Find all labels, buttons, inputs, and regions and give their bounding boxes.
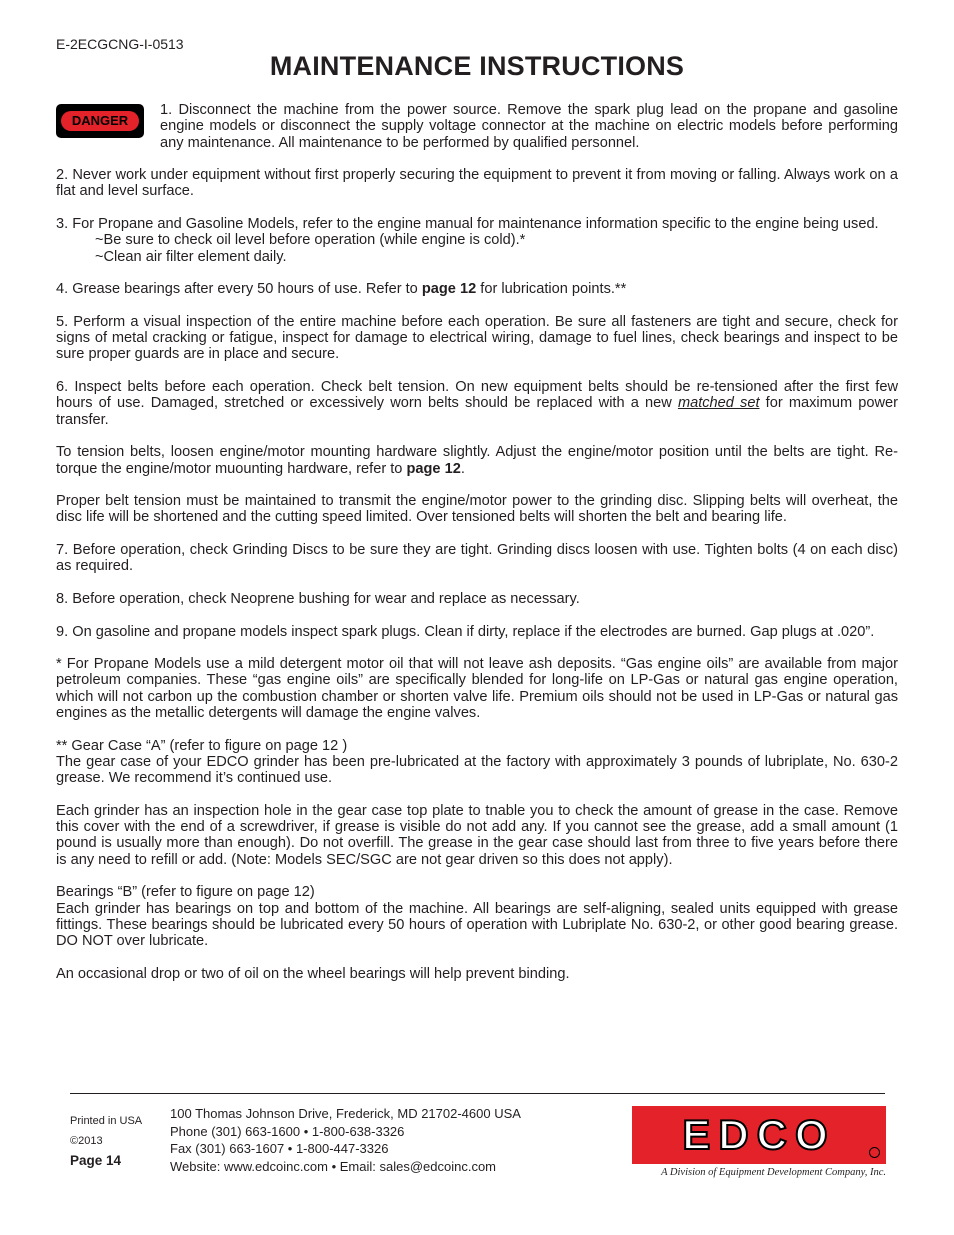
inspection-hole-paragraph: Each grinder has an inspection hole in the gear case top plate to tnable you to check the amount of grease in the case. Remove this cover with the end of a screwdriver, if grease is visible do not add any. If you cannot see the grease, add a small amount (1 pound is usually more than enough). Do not overfill. The grease in the gear case should last from three to five years before there is any need to refill or add. (Note: Models SEC/SGC are not gear driven so this does not apply). bbox=[56, 802, 898, 868]
belt-tension-paragraph bbox=[56, 444, 898, 477]
gear-case-heading: ** Gear Case “A” (refer to figure on page 12 ) bbox=[56, 737, 348, 754]
page-reference: page 12 bbox=[406, 460, 461, 477]
instruction-1: 1. Disconnect the machine from the power source. Remove the spark plug lead on the propane and gasoline engine models or disconnect the supply voltage connector at the machine on electric models before performing any maintenance. All maintenance to be performed by qualified personnel. bbox=[160, 102, 898, 151]
page-title: MAINTENANCE INSTRUCTIONS bbox=[269, 51, 685, 81]
document-code: E-2ECGCNG-I-0513 bbox=[56, 36, 184, 52]
instruction-4 bbox=[56, 281, 898, 297]
belt-tension-text-c: . bbox=[460, 460, 465, 477]
gear-case-text: The gear case of your EDCO grinder has been pre-lubricated at the factory with approximately 3 pounds of lubriplate, No. 630-2 grease. We recommend it’s continued use. bbox=[56, 753, 898, 787]
instruction-3-subitems bbox=[56, 232, 898, 265]
bearings-heading: Bearings “B” (refer to figure on page 12) bbox=[56, 884, 315, 901]
instruction-6 bbox=[56, 379, 898, 428]
instruction-4-text-c: for lubrication points.** bbox=[476, 281, 627, 298]
website-email: Website: www.edcoinc.com • Email: sales@edcoinc.com bbox=[170, 1158, 497, 1174]
belt-tension-text-a: To tension belts, loosen engine/motor mounting hardware slightly. Adjust the engine/motor position until the belts are tight. Re-torque the engine/motor muounting hardware, refer to bbox=[56, 444, 898, 477]
subitem-oil-level: ~Be sure to check oil level before operation (while engine is cold).* bbox=[95, 232, 526, 249]
page-number: Page 14 bbox=[70, 1153, 122, 1168]
instruction-6-text-a: 6. Inspect belts before each operation. Check belt tension. On new equipment belts should be re-tensioned after the first few hours of use. Damaged, stretched or excessively worn belts should be replaced with a new bbox=[56, 379, 898, 412]
phone: Phone (301) 663-1600 • 1-800-638-3326 bbox=[170, 1123, 405, 1139]
instructions-body bbox=[56, 102, 898, 998]
instruction-8: 8. Before operation, check Neoprene bushing for wear and replace as necessary. bbox=[56, 590, 580, 607]
instruction-3: 3. For Propane and Gasoline Models, refer to the engine manual for maintenance information specific to the engine being used. bbox=[56, 216, 879, 233]
instruction-2: 2. Never work under equipment without first properly securing the equipment to prevent it from moving or falling. Always work on a flat and level surface. bbox=[56, 167, 898, 200]
copyright: ©2013 bbox=[70, 1135, 103, 1147]
footer-print-info bbox=[70, 1114, 142, 1168]
footer-contact bbox=[170, 1105, 521, 1175]
instruction-5: 5. Perform a visual inspection of the entire machine before each operation. Be sure all fasteners are tight and secure, check for signs of metal cracking or fatigue, inspect for damage to electrical wiring, damage to fuel lines, check bearings and inspect to be sure proper guards are in place and secure. bbox=[56, 313, 898, 363]
printed-in: Printed in USA bbox=[70, 1115, 143, 1127]
logo-wordmark: EDCO bbox=[682, 1111, 836, 1158]
bearings-section bbox=[56, 884, 898, 949]
matched-set-emphasis: matched set bbox=[677, 395, 760, 412]
page-reference: page 12 bbox=[421, 281, 477, 298]
edco-logo bbox=[632, 1106, 886, 1178]
danger-badge bbox=[56, 104, 144, 138]
bearings-text: Each grinder has bearings on top and bottom of the machine. All bearings are self-aligning, sealed units equipped with grease fittings. These bearings should be lubricated every 50 hours of operation with Lubriplate No. 630-2, or other good bearing grease. DO NOT over lubricate. bbox=[56, 900, 898, 950]
fax: Fax (301) 663-1607 • 1-800-447-3326 bbox=[170, 1141, 389, 1156]
danger-label: DANGER bbox=[61, 111, 139, 131]
instruction-4-text-a: 4. Grease bearings after every 50 hours of use. Refer to bbox=[56, 281, 422, 298]
danger-item bbox=[56, 102, 898, 151]
logo-badge bbox=[632, 1106, 886, 1164]
wheel-bearings-note: An occasional drop or two of oil on the wheel bearings will help prevent binding. bbox=[56, 965, 570, 982]
instruction-9: 9. On gasoline and propane models inspect spark plugs. Clean if dirty, replace if the electrodes are burned. Gap plugs at .020”. bbox=[56, 623, 875, 640]
subitem-air-filter: ~Clean air filter element daily. bbox=[95, 248, 287, 265]
instruction-6-text-c: for maximum power transfer. bbox=[56, 395, 898, 428]
instruction-7: 7. Before operation, check Grinding Discs to be sure they are tight. Grinding discs loosen with use. Tighten bolts (4 on each disc) as required. bbox=[56, 542, 898, 575]
belt-tension-note: Proper belt tension must be maintained to transmit the engine/motor power to the grinding disc. Slipping belts will overheat, the disc life will be shortened and the cutting speed limited. Over tensioned belts will shorten the belt and bearing life. bbox=[56, 493, 898, 526]
address: 100 Thomas Johnson Drive, Frederick, MD 21702-4600 USA bbox=[170, 1106, 521, 1121]
logo-tagline: A Division of Equipment Development Company, Inc. bbox=[661, 1167, 886, 1178]
footer-divider bbox=[70, 1093, 885, 1094]
gear-case-section bbox=[56, 738, 898, 787]
registered-mark-icon bbox=[869, 1147, 880, 1158]
propane-oil-note: * For Propane Models use a mild detergent motor oil that will not leave ash deposits. “Gas engine oils” are available from major petroleum companies. These “gas engine oils” are specifically blended for long-life on LP-Gas or natural gas engine operation, which will not carbon up the combustion chamber or shorten valve life. Premium oils should not be used in LP-Gas or natural gas engines as the metallic detergents will damage the engine valves. bbox=[56, 656, 898, 721]
